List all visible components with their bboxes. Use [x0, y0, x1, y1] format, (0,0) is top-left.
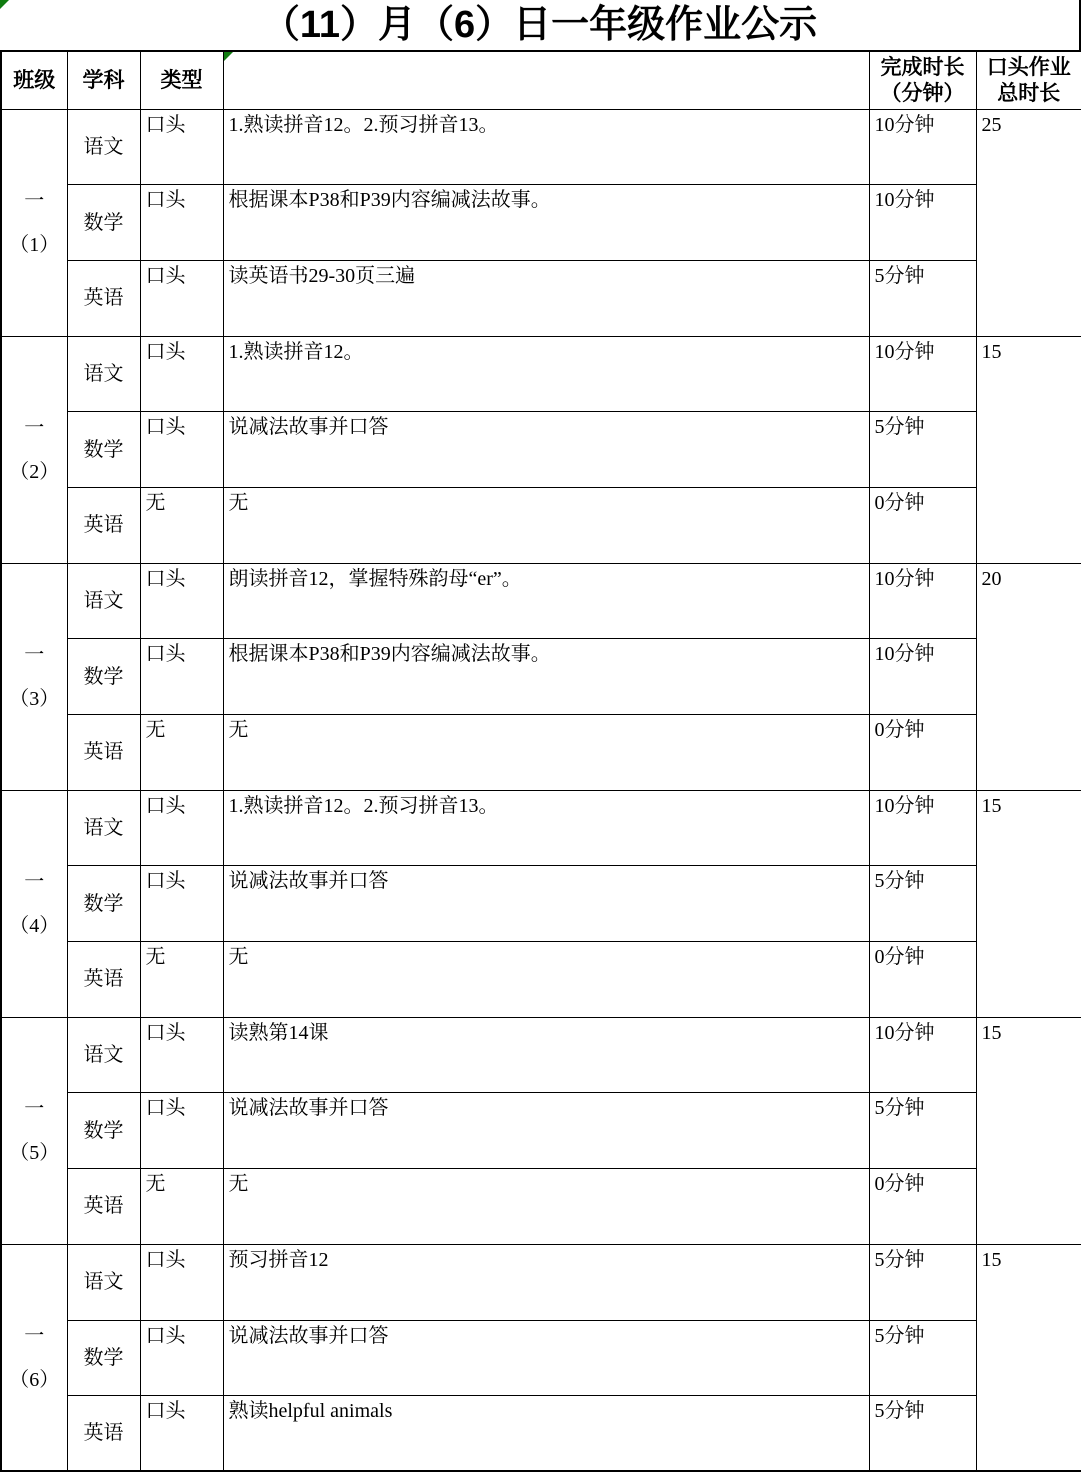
type-cell-text: 口头 [145, 340, 186, 363]
subject-cell-text: 英语 [83, 287, 124, 310]
duration-cell-text: 5分钟 [874, 264, 925, 287]
duration-cell [869, 260, 976, 336]
total-duration-cell-text: 25 [981, 113, 1002, 136]
table-row [1, 866, 1081, 942]
subject-cell-text: 数学 [83, 438, 124, 461]
type-cell [140, 1320, 223, 1396]
homework-content-cell-text: 根据课本P38和P39内容编减法故事。 [228, 189, 551, 212]
duration-cell-text: 0分钟 [874, 719, 925, 741]
class-label-cell [1, 790, 67, 1017]
subject-cell [67, 1169, 140, 1245]
type-cell-text: 口头 [145, 113, 186, 136]
table-row [1, 639, 1081, 715]
duration-cell-text: 10分钟 [874, 567, 935, 590]
homework-content-cell [223, 639, 869, 715]
homework-content-cell [223, 1017, 869, 1093]
class-label-cell-text: 一 [24, 870, 45, 893]
type-cell [140, 487, 223, 563]
subject-cell-text: 英语 [83, 514, 124, 537]
subject-cell-text: 英语 [83, 741, 124, 764]
subject-cell [67, 1396, 140, 1472]
homework-content-cell-text: 无 [228, 491, 249, 514]
duration-cell [869, 1017, 976, 1093]
total-duration-cell-text: 15 [981, 1248, 1002, 1271]
class-label-cell [1, 109, 67, 336]
type-cell [140, 1017, 223, 1093]
subject-cell [67, 336, 140, 412]
homework-content-cell-text: 说减法故事并口答 [228, 1324, 389, 1347]
table-row [1, 790, 1081, 866]
subject-cell-text: 英语 [83, 1422, 124, 1445]
subject-cell-text: 语文 [83, 362, 124, 385]
homework-content-cell [223, 336, 869, 412]
homework-content-cell [223, 1093, 869, 1169]
duration-cell [869, 639, 976, 715]
type-cell-text: 口头 [145, 1021, 186, 1044]
subject-cell [67, 639, 140, 715]
col-header-total [976, 51, 1081, 109]
homework-content-cell-text: 根据课本P38和P39内容编减法故事。 [228, 643, 551, 666]
class-label-cell-text: （6） [9, 1368, 60, 1391]
type-cell-text: 无 [145, 946, 166, 969]
type-cell [140, 1396, 223, 1472]
col-header-subject: 学科 [67, 51, 140, 109]
type-cell-text: 无 [145, 491, 166, 514]
subject-cell [67, 1017, 140, 1093]
total-duration-cell-text: 15 [981, 794, 1002, 817]
subject-cell [67, 260, 140, 336]
type-cell-text: 口头 [145, 1324, 186, 1347]
homework-table [0, 50, 1081, 1472]
duration-cell-text: 10分钟 [874, 340, 935, 363]
type-cell-text: 口头 [145, 1248, 186, 1271]
col-header-total-line1: 口头作业 [986, 55, 1071, 80]
subject-cell [67, 1244, 140, 1320]
table-body [1, 109, 1081, 1471]
table-row [1, 1244, 1081, 1320]
homework-content-cell [223, 563, 869, 639]
subject-cell [67, 185, 140, 261]
table-row [1, 260, 1081, 336]
total-duration-cell-text: 15 [981, 1021, 1002, 1044]
homework-content-cell-text: 说减法故事并口答 [228, 1097, 389, 1120]
table-row [1, 942, 1081, 1018]
duration-cell-text: 10分钟 [874, 794, 935, 817]
homework-content-cell [223, 260, 869, 336]
type-cell [140, 336, 223, 412]
table-row [1, 412, 1081, 488]
duration-cell-text: 5分钟 [874, 1097, 925, 1120]
class-label-cell [1, 563, 67, 790]
total-duration-cell [976, 1244, 1081, 1471]
homework-content-cell-text: 说减法故事并口答 [228, 416, 389, 439]
table-row [1, 1093, 1081, 1169]
table-row [1, 715, 1081, 791]
table-row [1, 109, 1081, 185]
col-header-duration-line1: 完成时长 [880, 55, 965, 80]
class-label-cell [1, 336, 67, 563]
duration-cell-text: 5分钟 [874, 870, 925, 893]
homework-content-cell [223, 412, 869, 488]
homework-content-cell [223, 790, 869, 866]
homework-content-cell-text: 读熟第14课 [228, 1021, 329, 1044]
homework-content-cell [223, 185, 869, 261]
subject-cell [67, 1320, 140, 1396]
total-duration-cell [976, 790, 1081, 1017]
subject-cell [67, 1093, 140, 1169]
table-row [1, 487, 1081, 563]
type-cell-text: 口头 [145, 264, 186, 287]
homework-content-cell [223, 715, 869, 791]
subject-cell-text: 语文 [83, 135, 124, 158]
duration-cell [869, 1320, 976, 1396]
col-header-type: 类型 [140, 51, 223, 109]
type-cell-text: 口头 [145, 416, 186, 439]
homework-content-cell-text: 朗读拼音12，掌握特殊韵母“er”。 [228, 567, 522, 590]
type-cell-text: 口头 [145, 1400, 186, 1423]
duration-cell-text: 0分钟 [874, 1173, 925, 1196]
type-cell [140, 185, 223, 261]
table-row [1, 1169, 1081, 1245]
duration-cell [869, 1244, 976, 1320]
type-cell [140, 639, 223, 715]
type-cell-text: 口头 [145, 643, 186, 666]
total-duration-cell [976, 563, 1081, 790]
duration-cell-text: 10分钟 [874, 113, 935, 136]
type-cell-text: 无 [145, 719, 166, 741]
class-label-cell-text: 一 [24, 1097, 45, 1120]
type-cell [140, 866, 223, 942]
subject-cell-text: 数学 [83, 1346, 124, 1369]
duration-cell [869, 1093, 976, 1169]
table-row [1, 336, 1081, 412]
duration-cell-text: 5分钟 [874, 1324, 925, 1347]
duration-cell [869, 790, 976, 866]
class-label-cell [1, 1017, 67, 1244]
homework-content-cell [223, 1244, 869, 1320]
subject-cell-text: 语文 [83, 1271, 124, 1294]
homework-content-cell-text: 1.熟读拼音12。2.预习拼音13。 [228, 113, 499, 136]
type-cell [140, 563, 223, 639]
homework-content-cell-text: 预习拼音12 [228, 1248, 329, 1271]
col-header-total-line2: 总时长 [997, 81, 1061, 106]
subject-cell-text: 英语 [83, 1195, 124, 1218]
homework-content-cell [223, 866, 869, 942]
homework-content-cell-text: 说减法故事并口答 [228, 870, 389, 893]
subject-cell [67, 942, 140, 1018]
type-cell [140, 1093, 223, 1169]
subject-cell [67, 412, 140, 488]
type-cell [140, 942, 223, 1018]
class-label-cell [1, 1244, 67, 1471]
duration-cell [869, 109, 976, 185]
duration-cell-text: 0分钟 [874, 946, 925, 969]
homework-content-cell [223, 1396, 869, 1472]
class-label-cell-text: （3） [9, 687, 60, 710]
duration-cell [869, 1169, 976, 1245]
duration-cell-text: 5分钟 [874, 1248, 925, 1271]
type-cell [140, 109, 223, 185]
type-cell-text: 无 [145, 1173, 166, 1196]
homework-content-cell-text: 读英语书29-30页三遍 [228, 264, 416, 287]
homework-content-cell [223, 109, 869, 185]
table-row [1, 1017, 1081, 1093]
homework-content-cell-text: 无 [228, 1173, 249, 1196]
homework-content-cell-text: 1.熟读拼音12。 [228, 340, 364, 363]
duration-cell [869, 487, 976, 563]
type-cell [140, 1244, 223, 1320]
class-label-cell-text: （5） [9, 1141, 60, 1164]
type-cell [140, 1169, 223, 1245]
subject-cell [67, 715, 140, 791]
duration-cell-text: 10分钟 [874, 643, 935, 666]
table-row [1, 1396, 1081, 1472]
total-duration-cell-text: 20 [981, 567, 1002, 590]
error-indicator-icon [224, 52, 233, 61]
subject-cell-text: 数学 [83, 211, 124, 234]
homework-content-cell-text: 熟读helpful animals [228, 1400, 393, 1423]
total-duration-cell-text: 15 [981, 340, 1002, 363]
subject-cell [67, 487, 140, 563]
homework-content-cell [223, 942, 869, 1018]
subject-cell [67, 790, 140, 866]
table-row [1, 1320, 1081, 1396]
class-label-cell-text: 一 [24, 416, 45, 439]
homework-content-cell [223, 1320, 869, 1396]
duration-cell [869, 942, 976, 1018]
type-cell [140, 412, 223, 488]
duration-cell-text: 5分钟 [874, 1400, 925, 1423]
class-label-cell-text: （1） [9, 233, 60, 256]
homework-content-cell-text: 无 [228, 946, 249, 969]
table-row [1, 185, 1081, 261]
type-cell [140, 260, 223, 336]
subject-cell [67, 866, 140, 942]
duration-cell-text: 5分钟 [874, 416, 925, 439]
class-label-cell-text: 一 [24, 189, 45, 212]
subject-cell-text: 语文 [83, 589, 124, 612]
subject-cell-text: 语文 [83, 1044, 124, 1067]
type-cell [140, 715, 223, 791]
class-label-cell-text: 一 [24, 643, 45, 666]
duration-cell [869, 715, 976, 791]
subject-cell-text: 数学 [83, 1119, 124, 1142]
duration-cell-text: 10分钟 [874, 189, 935, 212]
duration-cell-text: 10分钟 [874, 1021, 935, 1044]
duration-cell [869, 866, 976, 942]
class-label-cell-text: （4） [9, 914, 60, 937]
subject-cell-text: 语文 [83, 817, 124, 840]
table-row [1, 563, 1081, 639]
duration-cell [869, 336, 976, 412]
homework-content-cell [223, 487, 869, 563]
homework-content-cell-text: 无 [228, 719, 249, 741]
page-title: （11）月（6）日一年级作业公示 [261, 4, 818, 46]
duration-cell [869, 1396, 976, 1472]
duration-cell [869, 563, 976, 639]
subject-cell [67, 109, 140, 185]
type-cell-text: 口头 [145, 1097, 186, 1120]
header-row [1, 51, 1081, 109]
homework-content-cell-text: 1.熟读拼音12。2.预习拼音13。 [228, 794, 499, 817]
subject-cell-text: 英语 [83, 968, 124, 991]
total-duration-cell [976, 336, 1081, 563]
total-duration-cell [976, 109, 1081, 336]
duration-cell [869, 412, 976, 488]
subject-cell-text: 数学 [83, 892, 124, 915]
type-cell [140, 790, 223, 866]
col-header-duration-line2: （分钟） [880, 81, 965, 106]
class-label-cell-text: 一 [24, 1324, 45, 1347]
subject-cell-text: 数学 [83, 665, 124, 688]
type-cell-text: 口头 [145, 189, 186, 212]
duration-cell [869, 185, 976, 261]
col-header-duration [869, 51, 976, 109]
subject-cell [67, 563, 140, 639]
title-bar [0, 0, 1081, 50]
type-cell-text: 口头 [145, 870, 186, 893]
col-header-content [223, 51, 869, 109]
col-header-class: 班级 [1, 51, 67, 109]
class-label-cell-text: （2） [9, 460, 60, 483]
type-cell-text: 口头 [145, 794, 186, 817]
duration-cell-text: 0分钟 [874, 491, 925, 514]
type-cell-text: 口头 [145, 567, 186, 590]
total-duration-cell [976, 1017, 1081, 1244]
homework-content-cell [223, 1169, 869, 1245]
